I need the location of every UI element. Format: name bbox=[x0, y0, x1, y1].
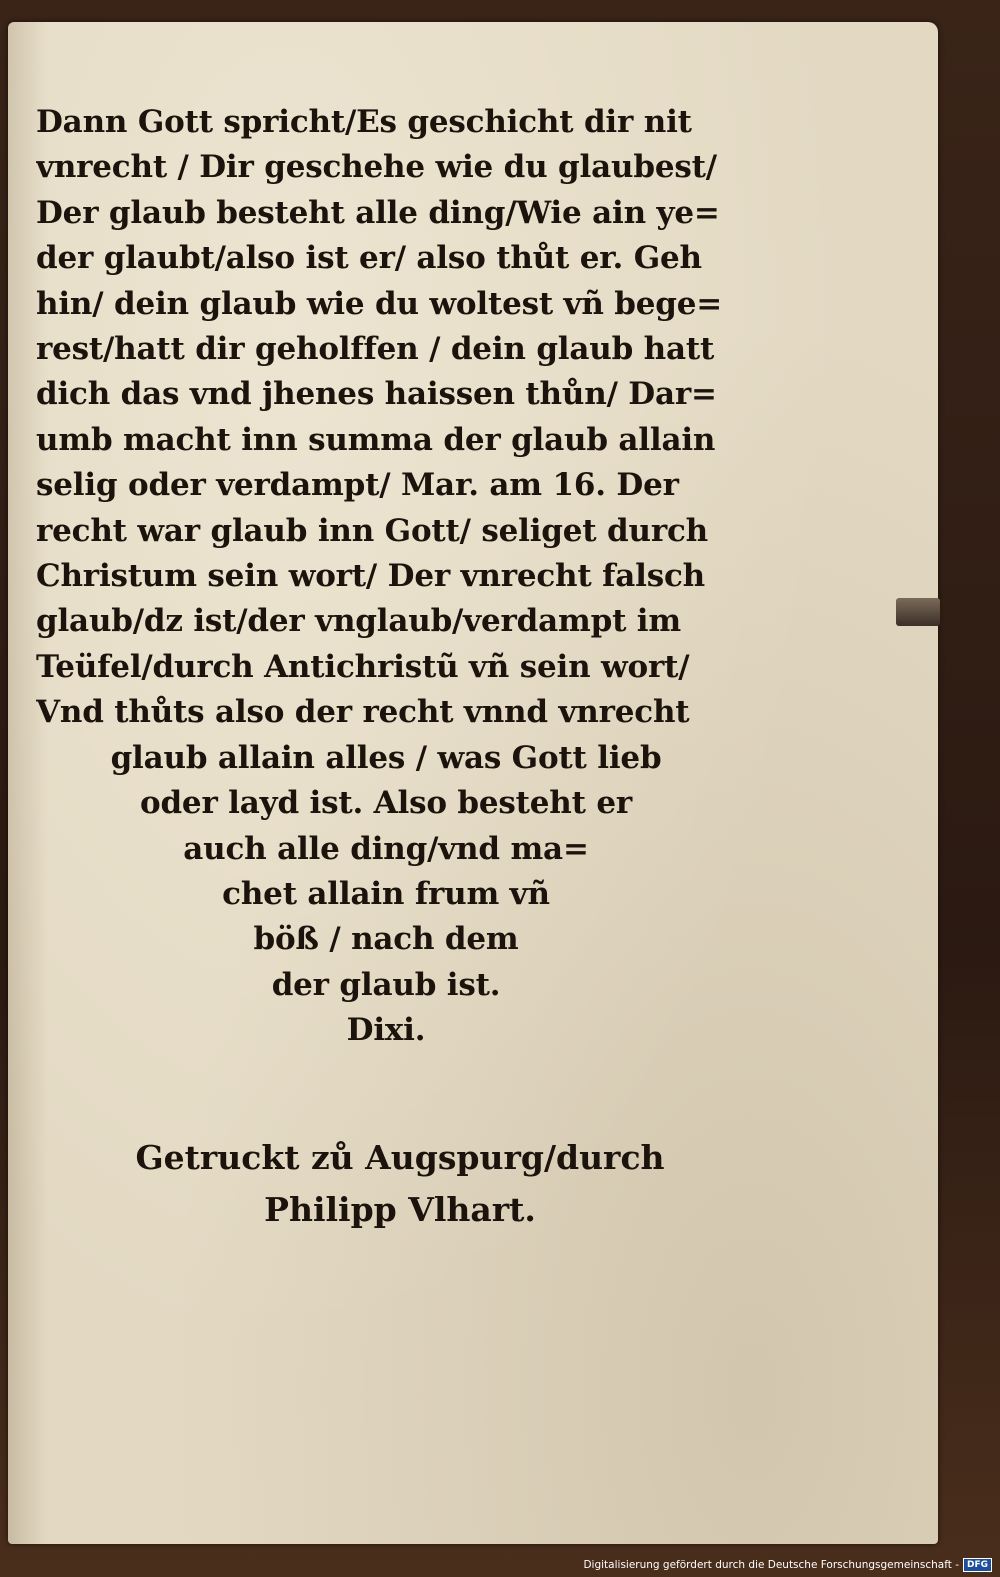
text-line: oder layd ist. Also besteht er bbox=[139, 785, 633, 822]
text-line: glaub allain alles / was Gott lieb bbox=[110, 739, 662, 776]
main-text-block bbox=[36, 100, 736, 1054]
colophon bbox=[100, 1132, 700, 1236]
page-tab-marker bbox=[896, 598, 940, 626]
dfg-logo[interactable]: DFG bbox=[963, 1558, 992, 1572]
digitization-footer bbox=[583, 1556, 992, 1574]
text-line: Der glaub besteht alle ding/Wie ain ye= bbox=[36, 194, 720, 231]
text-line: recht war glaub inn Gott/ seliget durch bbox=[36, 512, 708, 549]
text-line: böß / nach dem bbox=[253, 921, 519, 958]
text-line: der glaubt/also ist er/ also thůt er. Geh bbox=[36, 240, 702, 277]
text-line: Vnd thůts also der recht vnnd vnrecht bbox=[36, 694, 690, 731]
colophon-line: Getruckt zů Augspurg/durch bbox=[135, 1138, 665, 1177]
text-line: glaub/dz ist/der vnglaub/verdampt im bbox=[36, 603, 681, 640]
text-line: dich das vnd jhenes haissen thůn/ Dar= bbox=[36, 376, 717, 413]
text-line: rest/hatt dir geholffen / dein glaub hatt bbox=[36, 331, 715, 368]
text-line: Christum sein wort/ Der vnrecht falsch bbox=[36, 558, 705, 595]
funding-credit: Digitalisierung gefördert durch die Deutsche Forschungsgemeinschaft - bbox=[583, 1559, 959, 1571]
text-line: Dann Gott spricht/Es geschicht dir nit bbox=[36, 104, 692, 140]
text-line: Teüfel/durch Antichristũ vñ sein wort/ bbox=[36, 648, 690, 685]
text-line: vnrecht / Dir geschehe wie du glaubest/ bbox=[36, 149, 717, 186]
text-line: hin/ dein glaub wie du woltest vñ bege= bbox=[36, 285, 723, 322]
text-line: Dixi. bbox=[346, 1012, 426, 1049]
text-line: auch alle ding/vnd ma= bbox=[183, 830, 589, 867]
text-line: der glaub ist. bbox=[271, 966, 501, 1003]
text-line: selig oder verdampt/ Mar. am 16. Der bbox=[36, 467, 679, 504]
text-line: umb macht inn summa der glaub allain bbox=[36, 421, 716, 458]
colophon-line: Philipp Vlhart. bbox=[264, 1190, 536, 1229]
text-line: chet allain frum vñ bbox=[222, 875, 550, 912]
